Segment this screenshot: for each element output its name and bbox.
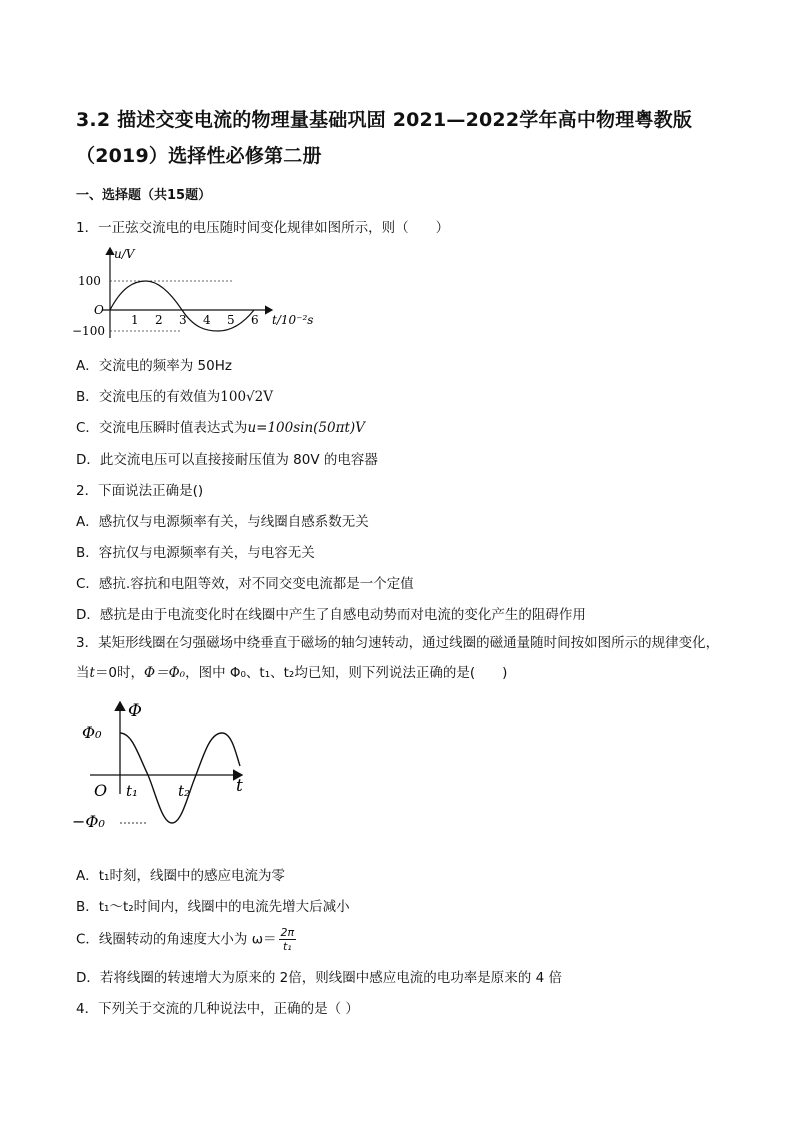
q1-x-tick-6: 6	[251, 313, 259, 327]
q3-stem	[76, 628, 726, 688]
q3-y-min-label: −Φ₀	[72, 812, 105, 831]
q3-option-c-prefix: C．线圈转动的角速度大小为 ω＝	[76, 931, 277, 948]
q3-stem-phi: Φ＝Φ₀	[144, 665, 186, 681]
q1-origin-label: O	[94, 303, 104, 317]
q1-option-b	[76, 385, 273, 405]
q1-y-max-label: 100	[78, 274, 101, 288]
q3-option-c-denominator: t₁	[282, 940, 292, 953]
q2-stem: 2．下面说法正确是()	[76, 483, 204, 499]
q1-y-axis-label: u/V	[114, 247, 135, 261]
q1-x-tick-2: 2	[155, 313, 163, 327]
q1-option-c	[76, 416, 365, 436]
q1-x-tick-1: 1	[131, 313, 139, 327]
q3-stem-part-3: ，图中 Φ₀、t₁、t₂均已知，则下列说法正确的是( )	[185, 665, 508, 681]
q2-option-b: B．容抗仅与电源频率有关，与电容无关	[76, 545, 315, 561]
q1-option-b-prefix: B．交流电压的有效值为	[76, 389, 221, 405]
q1-option-d: D．此交流电压可以直接接耐压值为 80V 的电容器	[76, 452, 378, 468]
q1-voltage-graph	[72, 242, 322, 342]
document-title: 3.2 描述交变电流的物理量基础巩固 2021—2022学年高中物理粤教版（2019）选择性必修第二册	[76, 109, 693, 167]
q3-option-c	[76, 926, 296, 953]
q1-x-axis-label: t/10⁻²s	[272, 313, 314, 327]
q3-x-axis-label: t	[236, 776, 243, 796]
q1-option-c-prefix: C．交流电压瞬时值表达式为	[76, 420, 248, 436]
q3-stem-part-1: 3．某矩形线圈在匀强磁场中绕垂直于磁场的轴匀速转动，通过线圈的磁通量随时间按如图所示的规律变化，当	[76, 635, 720, 681]
q1-stem: 1．一正弦交流电的电压随时间变化规律如图所示，则（ ）	[76, 220, 450, 236]
q3-stem-t: t	[89, 665, 95, 681]
section-heading: 一、选择题（共15题）	[76, 188, 212, 203]
q3-option-b: B．t₁～t₂时间内，线圈中的电流先增大后减小	[76, 899, 350, 915]
q3-t1-label: t₁	[126, 782, 139, 800]
q1-y-min-label: −100	[72, 324, 105, 338]
q1-x-tick-5: 5	[227, 313, 235, 327]
q1-x-tick-4: 4	[203, 313, 211, 327]
q3-y-max-label: Φ₀	[82, 723, 102, 742]
q4-stem: 4．下列关于交流的几种说法中，正确的是（ ）	[76, 1001, 359, 1017]
q1-option-c-value: u=100sin(50πt)V	[247, 420, 365, 436]
q3-option-c-fraction	[279, 926, 297, 953]
q2-option-c: C．感抗.容抗和电阻等效，对不同交变电流都是一个定值	[76, 576, 414, 592]
q1-x-tick-3: 3	[179, 313, 187, 327]
q3-option-a: A．t₁时刻，线圈中的感应电流为零	[76, 868, 285, 884]
q1-option-b-value: 100√2V	[220, 389, 273, 405]
q1-option-a: A．交流电的频率为 50Hz	[76, 358, 232, 374]
q3-stem-part-2: ＝0时，	[94, 665, 145, 681]
q3-origin-label: O	[94, 781, 108, 800]
q3-y-axis-label: Φ	[128, 701, 142, 721]
q3-option-c-numerator: 2π	[280, 926, 295, 939]
q2-option-a: A．感抗仅与电源频率有关，与线圈自感系数无关	[76, 514, 369, 530]
q3-flux-graph	[70, 694, 260, 844]
q3-option-d: D．若将线圈的转速增大为原来的 2倍，则线圈中感应电流的电功率是原来的 4 倍	[76, 970, 562, 986]
q3-t2-label: t₂	[178, 782, 191, 800]
q3-cosine-curve	[120, 733, 240, 823]
q2-option-d: D．感抗是由于电流变化时在线圈中产生了自感电动势而对电流的变化产生的阻碍作用	[76, 607, 586, 623]
